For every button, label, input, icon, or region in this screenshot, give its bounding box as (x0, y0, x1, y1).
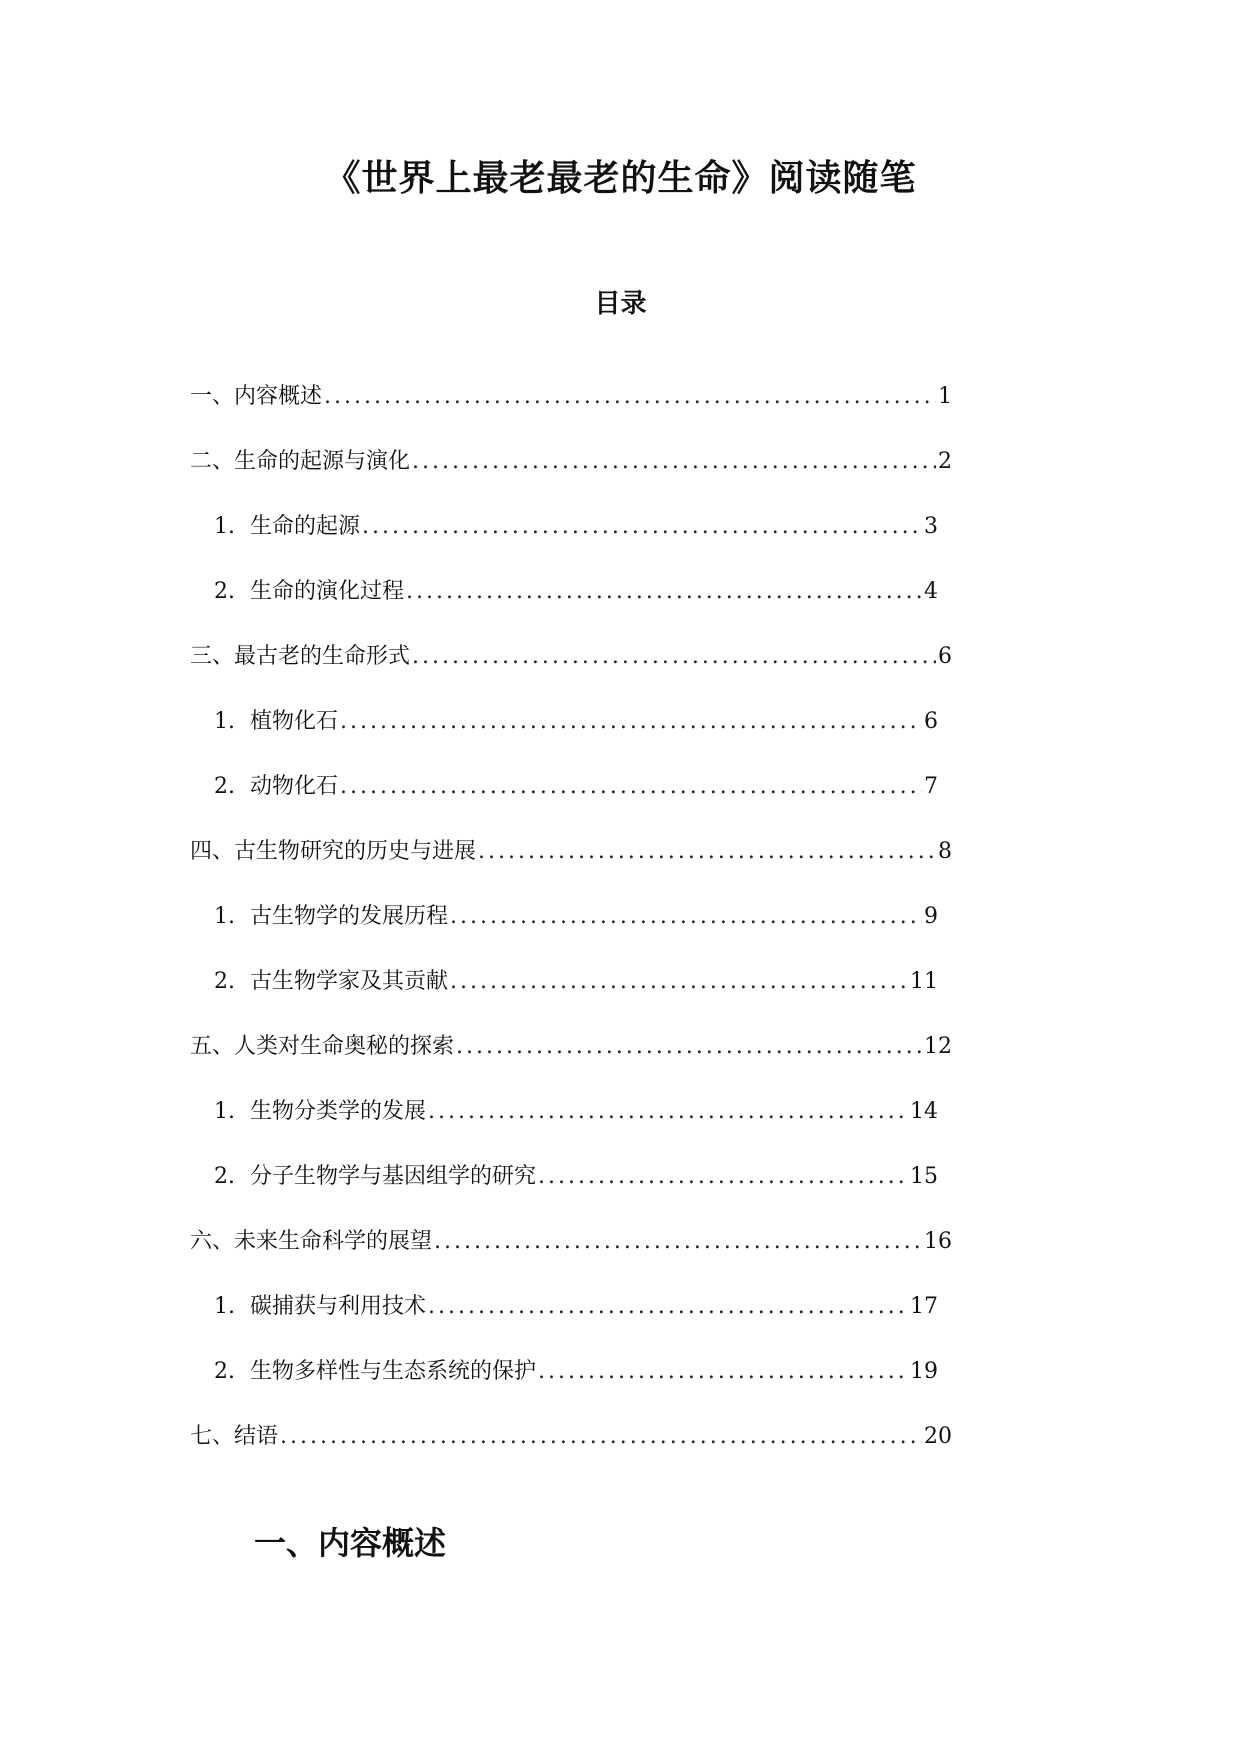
toc-entry-label: 七、结语 (190, 1424, 279, 1449)
toc-entry-number: 1. (214, 904, 235, 929)
toc-entry[interactable] (214, 772, 938, 802)
toc-entry[interactable] (214, 1292, 938, 1322)
toc-entry-label: 生物多样性与生态系统的保护 (250, 1359, 537, 1384)
toc-entry[interactable] (190, 642, 952, 672)
toc-page-number: 16 (924, 1229, 952, 1254)
toc-entry-number: 2. (214, 774, 235, 799)
toc-page-number: 7 (924, 774, 938, 799)
toc-entry-number: 1. (214, 1294, 235, 1319)
toc-entry-number: 1. (214, 514, 235, 539)
toc-entry-label: 五、人类对生命奥秘的探索 (190, 1034, 455, 1059)
toc-entry-label: 六、未来生命科学的展望 (190, 1229, 433, 1254)
toc-entry-label: 碳捕获与利用技术 (250, 1294, 427, 1319)
toc-page-number: 9 (924, 904, 938, 929)
toc-page-number: 6 (924, 709, 938, 734)
toc-dot-leader (478, 837, 936, 867)
toc-entry[interactable] (214, 1357, 938, 1387)
toc-entry-label: 动物化石 (250, 774, 339, 799)
toc-entry[interactable] (214, 707, 938, 737)
toc-entry-label: 生命的演化过程 (250, 579, 405, 604)
toc-entry[interactable] (214, 902, 938, 932)
toc-dot-leader (428, 1292, 908, 1322)
toc-entry-label: 三、最古老的生命形式 (190, 644, 411, 669)
toc-dot-leader (538, 1357, 908, 1387)
toc-entry-label: 二、生命的起源与演化 (190, 449, 411, 474)
toc-entry-label: 分子生物学与基因组学的研究 (250, 1164, 537, 1189)
toc-entry-number: 2. (214, 1164, 235, 1189)
toc-page-number: 14 (910, 1099, 938, 1124)
toc-dot-leader (434, 1227, 922, 1257)
toc-entry-number: 1. (214, 709, 235, 734)
toc-dot-leader (324, 382, 936, 412)
toc-entry[interactable] (190, 382, 952, 412)
toc-page-number: 15 (910, 1164, 938, 1189)
toc-page-number: 4 (924, 579, 938, 604)
toc-page-number: 17 (910, 1294, 938, 1319)
toc-dot-leader (412, 642, 936, 672)
toc-entry[interactable] (190, 447, 952, 477)
toc-entry[interactable] (190, 1422, 952, 1452)
toc-dot-leader (340, 707, 922, 737)
document-title: 《世界上最老最老的生命》阅读随笔 (324, 157, 917, 199)
toc-entry[interactable] (190, 837, 952, 867)
toc-entry-label: 古生物学家及其贡献 (250, 969, 449, 994)
toc-dot-leader (428, 1097, 908, 1127)
toc-entry-label: 一、内容概述 (190, 384, 323, 409)
toc-page-number: 6 (938, 644, 952, 669)
toc-dot-leader (412, 447, 936, 477)
toc-page-number: 3 (924, 514, 938, 539)
toc-page-number: 8 (938, 839, 952, 864)
toc-page-number: 11 (910, 969, 938, 994)
toc-entry[interactable] (214, 1097, 938, 1127)
toc-page-number: 19 (910, 1359, 938, 1384)
toc-dot-leader (450, 902, 922, 932)
toc-entry[interactable] (214, 967, 938, 997)
toc-heading: 目录 (594, 289, 647, 319)
toc-entry-number: 2. (214, 969, 235, 994)
section-heading: 一、内容概述 (254, 1524, 447, 1562)
toc-entry-number: 2. (214, 579, 235, 604)
toc-entry[interactable] (214, 1162, 938, 1192)
toc-page-number: 12 (924, 1034, 952, 1059)
toc-entry-label: 植物化石 (250, 709, 339, 734)
toc-entry-label: 生物分类学的发展 (250, 1099, 427, 1124)
toc-dot-leader (280, 1422, 922, 1452)
toc-entry-label: 生命的起源 (250, 514, 361, 539)
toc-dot-leader (538, 1162, 908, 1192)
toc-entry[interactable] (214, 577, 938, 607)
toc-entry[interactable] (214, 512, 938, 542)
toc-entry-number: 1. (214, 1099, 235, 1124)
toc-entry[interactable] (190, 1227, 952, 1257)
toc-dot-leader (406, 577, 922, 607)
toc-page-number: 1 (938, 384, 952, 409)
toc-entry[interactable] (190, 1032, 952, 1062)
toc-dot-leader (340, 772, 922, 802)
toc-entry-label: 古生物学的发展历程 (250, 904, 449, 929)
toc-entry-number: 2. (214, 1359, 235, 1384)
toc-dot-leader (450, 967, 908, 997)
toc-dot-leader (456, 1032, 922, 1062)
toc-entry-label: 四、古生物研究的历史与进展 (190, 839, 477, 864)
toc-page-number: 2 (938, 449, 952, 474)
toc-dot-leader (362, 512, 922, 542)
toc-page-number: 20 (924, 1424, 952, 1449)
